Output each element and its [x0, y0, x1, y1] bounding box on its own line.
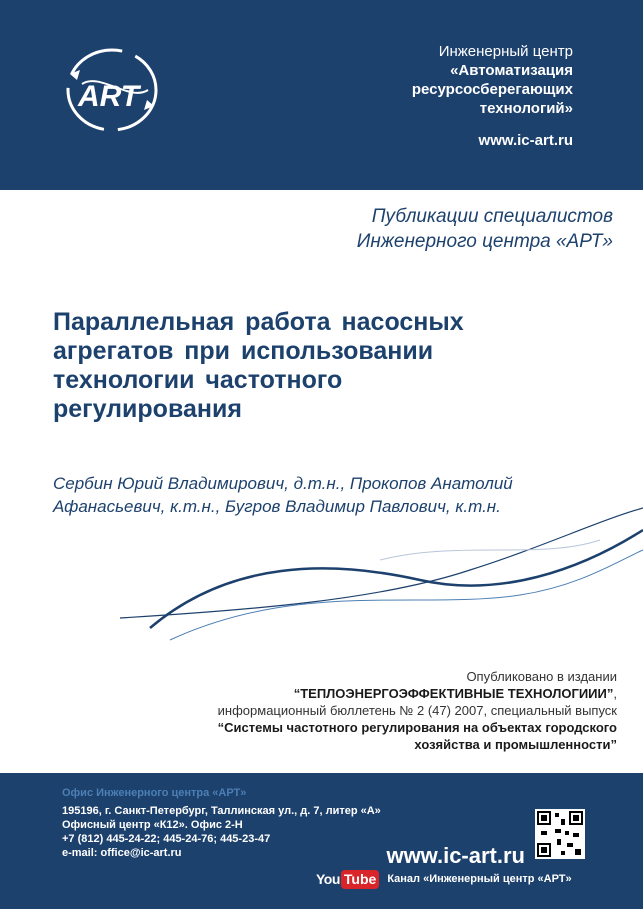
published-in-label: Опубликовано в издании — [466, 669, 617, 684]
journal-line — [57, 685, 617, 702]
office-text: Офисный центр «К12». Офис 2-Н — [62, 819, 243, 831]
bulletin-info: информационный бюллетень № 2 (47) 2007, специальный выпуск — [217, 703, 617, 718]
org-name-line-4: технологий» — [479, 100, 573, 117]
header-website-link[interactable]: www.ic-art.ru — [478, 132, 573, 149]
publications-line-2: Инженерного центра «АРТ» — [356, 231, 613, 252]
authors-line-1: Сербин Юрий Владимирович, д.т.н., Прокопов Анатолий — [53, 474, 513, 493]
issue-title-line-1: “Системы частотного регулирования на объектах городского — [217, 720, 617, 735]
decorative-waves — [0, 500, 643, 660]
org-name-line-2: «Автоматизация — [450, 62, 573, 79]
journal-suffix: , — [613, 686, 617, 701]
email-link[interactable]: e-mail: office@ic-art.ru — [62, 847, 182, 859]
org-name-line-1: Инженерный центр — [438, 43, 573, 60]
office-title: Офис Инженерного центра «АРТ» — [62, 787, 247, 799]
youtube-logo-you: You — [316, 871, 340, 887]
channel-label: Канал «Инженерный центр «АРТ» — [387, 873, 572, 885]
phones-text: +7 (812) 445-24-22; 445-24-76; 445-23-47 — [62, 833, 271, 845]
footer-website-link[interactable]: www.ic-art.ru — [386, 843, 525, 868]
title-line-2: агрегатов при использовании — [53, 337, 434, 365]
publications-heading — [193, 204, 613, 254]
publication-info — [57, 668, 617, 753]
title-line-3: технологии частотного — [53, 366, 343, 394]
title-line-4: регулирования — [53, 395, 242, 423]
title-line-1: Параллельная работа насосных — [53, 308, 464, 336]
art-logo — [60, 44, 170, 136]
qr-code-icon[interactable] — [535, 809, 585, 859]
youtube-channel-link[interactable] — [316, 869, 572, 889]
address-text: 195196, г. Санкт-Петербург, Таллинская ул., д. 7, литер «А» — [62, 805, 381, 817]
org-name-line-3: ресурсосберегающих — [411, 81, 573, 98]
contact-block — [62, 804, 381, 860]
footer-banner — [0, 773, 643, 909]
youtube-logo-tube: Tube — [341, 870, 379, 889]
journal-name: “ТЕПЛОЭНЕРГОЭФФЕКТИВНЫЕ ТЕХНОЛОГИИИ” — [293, 686, 614, 701]
publications-line-1: Публикации специалистов — [371, 206, 613, 227]
svg-text:ART: ART — [78, 80, 140, 113]
header-banner — [0, 0, 643, 190]
organization-block — [273, 42, 573, 150]
authors-line-2: Афанасьевич, к.т.н., Бугров Владимир Павлович, к.т.н. — [53, 497, 501, 516]
article-title — [53, 308, 593, 424]
issue-title-line-2: хозяйства и промышленности” — [414, 737, 617, 752]
